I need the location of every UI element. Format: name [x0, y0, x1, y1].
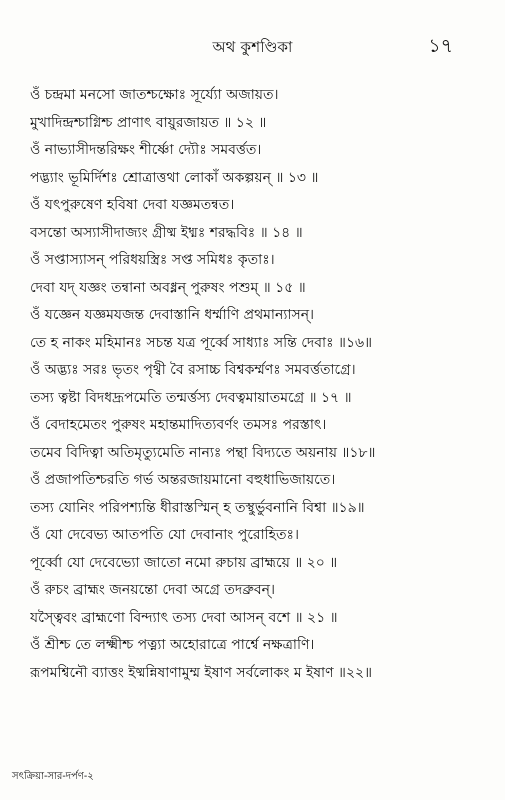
- verse-line: ওঁ চন্দ্রমা মনসো জাতশ্চক্ষোঃ সূর্য্যো অজায়ত।: [30, 87, 279, 103]
- verse-line: তমেব বিদিত্বা অতিমৃত্যুমেতি নান্যঃ পন্থা বিদ্যতে অয়নায় ॥১৮॥: [30, 444, 376, 461]
- verse-line: তস্য ত্বষ্টা বিদধদ্রূপমেতি তন্মর্ত্তস্য দেবত্বমায়াতমগ্রে ॥ ১৭ ॥: [30, 389, 352, 406]
- book-footer: সৎক্রিয়া-সার-দর্পণ-২: [12, 771, 94, 782]
- verse-line: ওঁ অদ্ভ্যঃ সরঃ ভৃতং পৃথ্বী বৈ রসাচ্চ বিশ্বকর্ম্মণঃ সমবর্ত্ততাগ্রে।: [30, 362, 356, 378]
- verse-line: ওঁ যৎপুরুষেণ হবিষা দেবা যজ্ঞমতন্বত।: [30, 197, 235, 213]
- verse-line: তে হ নাকং মহিমানঃ সচন্ত যত্র পূর্ব্বে সাধ্যাঃ সন্তি দেবাঃ ॥১৬॥: [30, 334, 373, 351]
- verse-line: ওঁ রুচং ব্রাহ্মং জনয়ন্তো দেবা অগ্রে তদব্রুবন্।: [30, 582, 275, 598]
- verse-line: তস্য যোনিং পরিপশ্যন্তি ধীরাস্তস্মিন্ হ তস্থুর্ভুবনানি বিশ্বা ॥১৯॥: [30, 499, 365, 516]
- verse-line: ওঁ নাভ্যাসীদন্তরিক্ষং শীর্ষ্ণো দ্যৌঃ সমবর্ত্তত।: [30, 142, 262, 158]
- verse-text-block: [30, 82, 490, 687]
- verse-line: রূপমশ্বিনৌ ব্যাত্তং ইষ্মন্নিষাণামুম্ম ইষাণ সর্বলোকং ম ইষাণ ॥২২॥: [30, 664, 373, 681]
- verse-line: মুখাদিন্দ্রশ্চাগ্নিশ্চ প্রাণাৎ বায়ুরজায়ত ॥ ১২ ॥: [30, 114, 267, 131]
- verse-line: ওঁ যজ্ঞেন যজ্ঞমযজন্ত দেবাস্তানি ধর্ম্মাণি প্রথমান্যাসন্।: [30, 307, 315, 323]
- verse-line: যস্ত্বৈবং ব্রাহ্মণো বিন্দ্যাৎ তস্য দেবা আসন্ বশে ॥ ২১ ॥: [30, 609, 338, 626]
- chapter-heading: অথ কুশণ্ডিকা: [212, 38, 293, 56]
- verse-line: দেবা যদ্ যজ্ঞং তন্বানা অবধ্নন্ পুরুষং পশুম্ ॥ ১৫ ॥: [30, 279, 306, 296]
- verse-line: ওঁ যো দেবেভ্য আতপতি যো দেবানাং পুরোহিতঃ।: [30, 527, 299, 543]
- verse-line: পদ্ভ্যাং ভূমির্দিশঃ শ্রোত্রাত্তথা লোকাঁ অকল্পয়ন্ ॥ ১৩ ॥: [30, 169, 319, 186]
- verse-line: বসন্তো অস্যাসীদাজ্যং গ্রীষ্ম ইধ্মঃ শরদ্ধবিঃ ॥ ১৪ ॥: [30, 224, 303, 241]
- page-number: ১৭: [428, 35, 453, 57]
- verse-line: ওঁ প্রজাপতিশ্চরতি গর্ভ অন্তরজায়মানো বহুধাভিজায়তে।: [30, 472, 336, 488]
- verse-line: ওঁ সপ্তাস্যাসন্ পরিধয়স্ত্রিঃ সপ্ত সমিধঃ কৃতাঃ।: [30, 252, 275, 268]
- verse-line: ওঁ বেদাহমেতং পুরুষং মহান্তমাদিত্যবর্ণং তমসঃ পরস্তাৎ।: [30, 417, 327, 433]
- verse-line: ওঁ শ্রীশ্চ তে লক্ষ্মীশ্চ পত্ন্যা অহোরাত্রে পার্শ্বে নক্ষত্রাণি।: [30, 637, 315, 653]
- verse-line: পূর্ব্বো যো দেবেভ্যো জাতো নমো রুচায় ব্রাহ্ময়ে ॥ ২০ ॥: [30, 554, 338, 571]
